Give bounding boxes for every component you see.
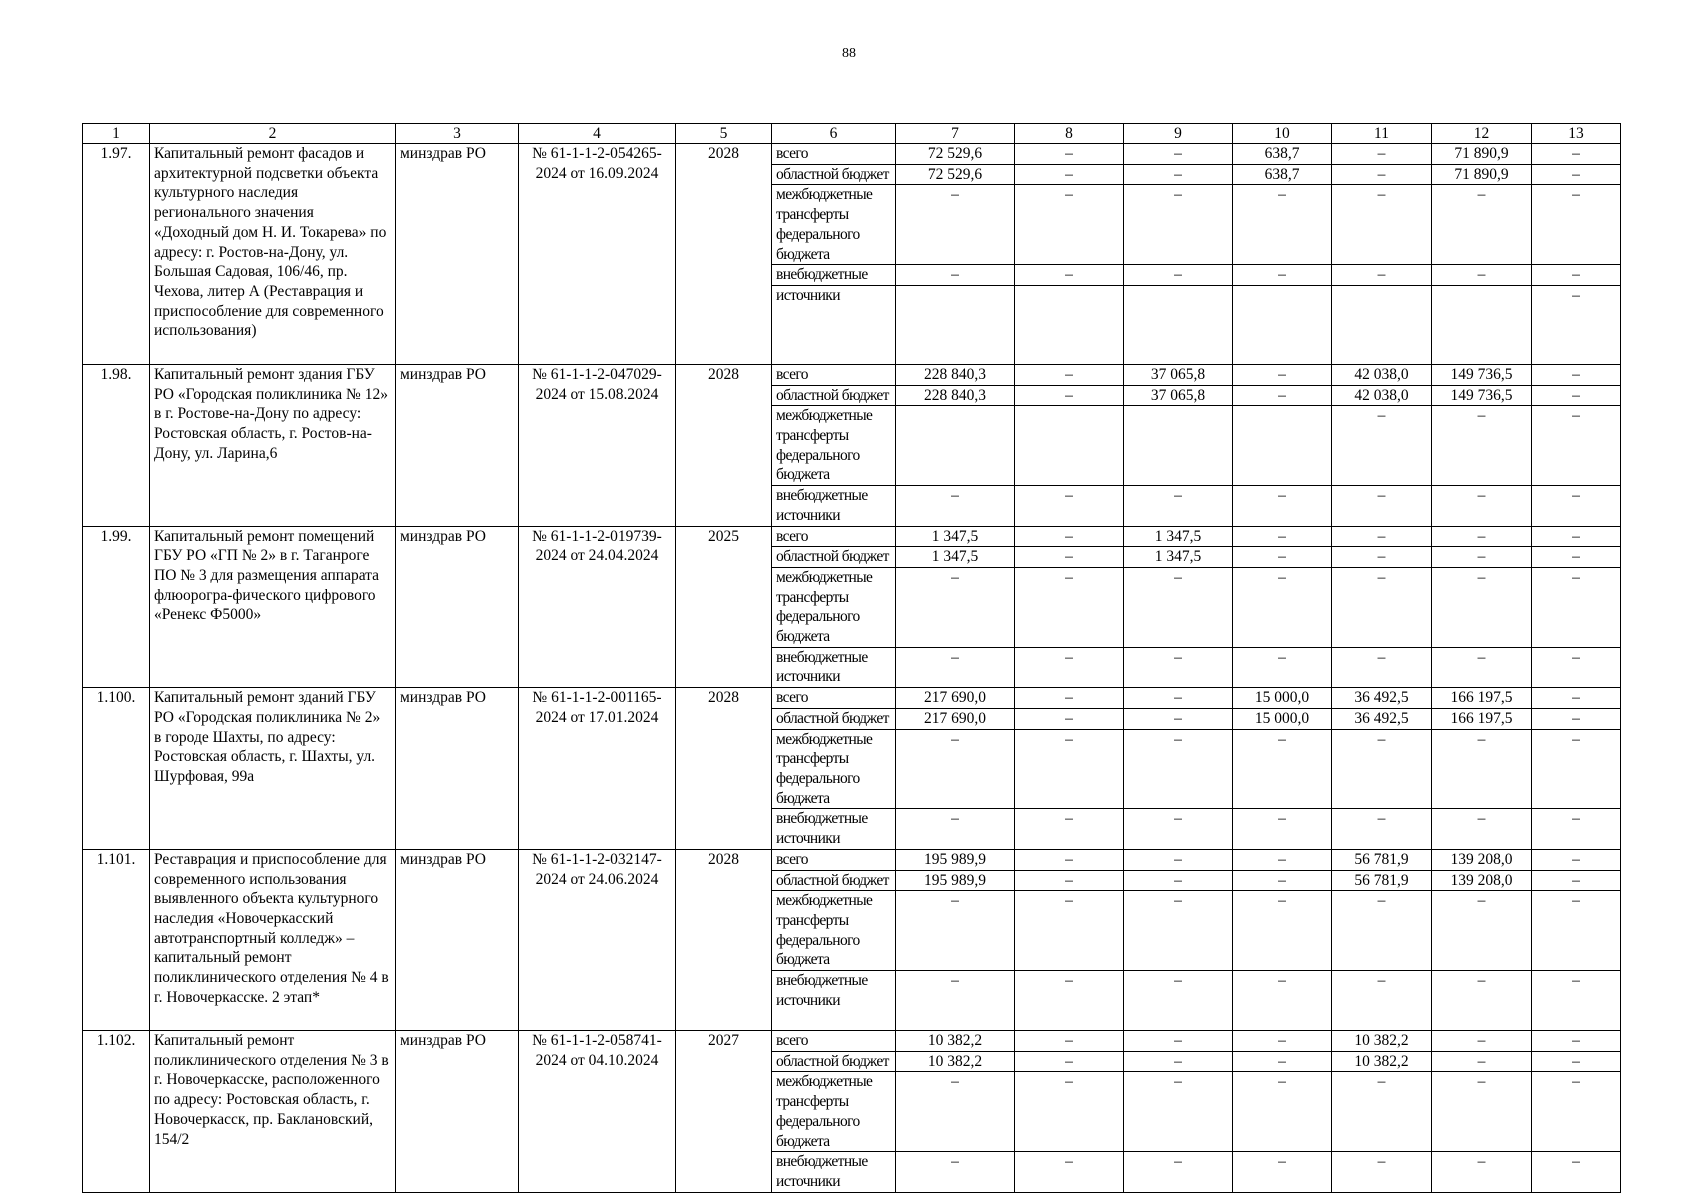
amount-cell: 149 736,5 [1432,385,1532,406]
amount-cell: – [1015,809,1124,849]
funding-source: областной бюджет [772,1051,896,1072]
row-number: 1.102. [83,1031,150,1193]
amount-cell: – [1233,729,1332,809]
amount-cell: – [896,971,1015,1031]
amount-cell: – [1015,971,1124,1031]
responsible-org: минздрав РО [396,144,519,365]
amount-cell: – [1015,1031,1124,1052]
funding-source: межбюджетные трансферты федерального бюджета [772,729,896,809]
amount-cell: – [1532,265,1621,286]
column-header: 7 [896,124,1015,144]
amount-cell: 228 840,3 [896,364,1015,385]
amount-cell: – [896,1152,1015,1192]
amount-cell: – [1532,849,1621,870]
funding-source: внебюджетные источники [772,971,896,1031]
amount-cell: – [1532,364,1621,385]
amount-cell: – [1532,708,1621,729]
amount-cell: 139 208,0 [1432,849,1532,870]
amount-cell: – [896,486,1015,526]
amount-cell: – [1532,647,1621,687]
amount-cell: 36 492,5 [1332,708,1432,729]
amount-cell: 42 038,0 [1332,385,1432,406]
funding-source: межбюджетные трансферты федерального бюджета [772,406,896,486]
amount-cell: – [1233,870,1332,891]
row-number: 1.101. [83,849,150,1030]
column-header: 13 [1532,124,1621,144]
amount-cell: – [1532,406,1621,486]
amount-cell: 42 038,0 [1332,364,1432,385]
amount-cell: 72 529,6 [896,164,1015,185]
amount-cell: 10 382,2 [1332,1031,1432,1052]
completion-year: 2028 [676,849,772,1030]
amount-cell: – [1532,164,1621,185]
funding-source: всего [772,526,896,547]
column-header: 4 [519,124,676,144]
amount-cell: – [1233,567,1332,647]
amount-cell: – [1233,849,1332,870]
amount-cell: – [1124,265,1233,286]
amount-cell: 149 736,5 [1432,364,1532,385]
amount-cell: 37 065,8 [1124,364,1233,385]
funding-source: внебюджетные источники [772,1152,896,1192]
amount-cell: – [1432,526,1532,547]
amount-cell: – [1124,1031,1233,1052]
funding-source: внебюджетные источники [772,809,896,849]
amount-cell: – [1332,971,1432,1031]
amount-cell: – [1432,1051,1532,1072]
row-number: 1.99. [83,526,150,688]
amount-cell: – [1332,567,1432,647]
project-name: Капитальный ремонт поликлинического отделения № 3 в г. Новочеркасске, расположенного по адресу: Ростовская область, г. Новочеркасск, пр. Баклановский, 154/2 [150,1031,396,1193]
funding-source: внебюджетные источники [772,486,896,526]
amount-cell: 638,7 [1233,144,1332,165]
amount-cell: 36 492,5 [1332,688,1432,709]
column-header: 2 [150,124,396,144]
table-row [83,688,1621,709]
row-number: 1.100. [83,688,150,850]
amount-cell: 10 382,2 [896,1051,1015,1072]
amount-cell: – [1332,265,1432,286]
row-number: 1.98. [83,364,150,526]
amount-cell: – [1233,1152,1332,1192]
amount-cell: – [1233,971,1332,1031]
responsible-org: минздрав РО [396,1031,519,1193]
amount-cell: – [1532,1051,1621,1072]
amount-cell: – [1124,486,1233,526]
amount-cell: – [1233,1031,1332,1052]
funding-source: областной бюджет [772,547,896,568]
funding-source: областной бюджет [772,708,896,729]
responsible-org: минздрав РО [396,364,519,526]
amount-cell: – [1124,567,1233,647]
funding-source: всего [772,849,896,870]
amount-cell: – [1015,870,1124,891]
amount-cell: 195 989,9 [896,870,1015,891]
amount-cell: – [1532,185,1621,265]
column-header: 5 [676,124,772,144]
amount-cell: – [1015,547,1124,568]
amount-cell [1015,406,1124,486]
amount-cell [1233,285,1332,364]
amount-cell [1124,406,1233,486]
responsible-org: минздрав РО [396,688,519,850]
amount-cell: – [1015,891,1124,971]
table-row [83,526,1621,547]
amount-cell: – [1124,729,1233,809]
project-name: Реставрация и приспособление для современного использования выявленного объекта культурного наследия «Новочеркасский автотранспортный колледж» – капитальный ремонт поликлинического отделения № 4 в г. Новочеркасске. 2 этап* [150,849,396,1030]
amount-cell: 71 890,9 [1432,144,1532,165]
amount-cell: – [1532,1031,1621,1052]
amount-cell: – [1015,1152,1124,1192]
amount-cell: – [1233,1072,1332,1152]
amount-cell: – [1332,164,1432,185]
amount-cell: – [1332,547,1432,568]
amount-cell: – [1124,144,1233,165]
amount-cell: – [1124,971,1233,1031]
amount-cell: – [1015,647,1124,687]
amount-cell: – [1432,406,1532,486]
amount-cell: – [1124,1152,1233,1192]
amount-cell: – [1233,486,1332,526]
amount-cell: – [1233,891,1332,971]
expertise-doc: № 61-1-1-2-001165-2024 от 17.01.2024 [519,688,676,850]
amount-cell: – [1532,285,1621,364]
amount-cell: 1 347,5 [896,526,1015,547]
amount-cell [1015,285,1124,364]
amount-cell: – [1015,144,1124,165]
amount-cell: 195 989,9 [896,849,1015,870]
amount-cell: – [1332,729,1432,809]
amount-cell: – [1233,185,1332,265]
amount-cell: – [1124,688,1233,709]
amount-cell: – [1015,849,1124,870]
amount-cell: 56 781,9 [1332,870,1432,891]
funding-source: источники [772,285,896,364]
amount-cell: – [1532,870,1621,891]
amount-cell: – [1432,1152,1532,1192]
amount-cell: 166 197,5 [1432,688,1532,709]
amount-cell: – [1432,729,1532,809]
amount-cell: 10 382,2 [1332,1051,1432,1072]
amount-cell: – [1015,708,1124,729]
table-row [83,1031,1621,1052]
funding-source: всего [772,364,896,385]
amount-cell: – [1432,547,1532,568]
amount-cell: – [1432,486,1532,526]
funding-source: внебюджетные источники [772,647,896,687]
column-header: 8 [1015,124,1124,144]
project-name: Капитальный ремонт зданий ГБУ РО «Городская поликлиника № 2» в городе Шахты, по адресу: Ростовская область, г. Шахты, ул. Шурфовая, 99а [150,688,396,850]
funding-source: внебюджетные [772,265,896,286]
amount-cell: – [1532,567,1621,647]
amount-cell: – [1015,567,1124,647]
completion-year: 2028 [676,364,772,526]
budget-table [82,123,1621,1193]
amount-cell: 15 000,0 [1233,708,1332,729]
amount-cell: 228 840,3 [896,385,1015,406]
amount-cell: – [1332,647,1432,687]
amount-cell: – [1432,891,1532,971]
amount-cell: 15 000,0 [1233,688,1332,709]
amount-cell: – [1332,185,1432,265]
amount-cell: 638,7 [1233,164,1332,185]
amount-cell: – [1233,547,1332,568]
amount-cell [896,406,1015,486]
amount-cell: – [1432,971,1532,1031]
column-header: 10 [1233,124,1332,144]
funding-source: всего [772,1031,896,1052]
column-header-row [83,124,1621,144]
amount-cell: – [896,891,1015,971]
amount-cell: – [1532,486,1621,526]
amount-cell [1332,285,1432,364]
funding-source: всего [772,144,896,165]
amount-cell: – [1124,185,1233,265]
expertise-doc: № 61-1-1-2-019739-2024 от 24.04.2024 [519,526,676,688]
table-row [83,849,1621,870]
column-header: 12 [1432,124,1532,144]
amount-cell: 1 347,5 [1124,526,1233,547]
amount-cell: – [1015,185,1124,265]
amount-cell: – [1233,385,1332,406]
expertise-doc: № 61-1-1-2-032147-2024 от 24.06.2024 [519,849,676,1030]
amount-cell: – [1233,809,1332,849]
amount-cell: – [1332,1072,1432,1152]
amount-cell: – [1124,891,1233,971]
amount-cell: – [1124,1072,1233,1152]
amount-cell: – [1432,1072,1532,1152]
amount-cell: – [1432,185,1532,265]
amount-cell: – [1233,364,1332,385]
amount-cell: – [1233,526,1332,547]
amount-cell: – [1015,385,1124,406]
amount-cell: – [1233,1051,1332,1072]
amount-cell [1432,285,1532,364]
completion-year: 2027 [676,1031,772,1193]
amount-cell: – [1015,486,1124,526]
amount-cell: 56 781,9 [1332,849,1432,870]
amount-cell: 10 382,2 [896,1031,1015,1052]
amount-cell: – [1233,265,1332,286]
amount-cell: – [896,265,1015,286]
amount-cell: – [1015,1072,1124,1152]
funding-source: областной бюджет [772,385,896,406]
amount-cell: – [1015,1051,1124,1072]
funding-source: межбюджетные трансферты федерального бюджета [772,891,896,971]
amount-cell: – [896,567,1015,647]
funding-source: областной бюджет [772,164,896,185]
amount-cell: – [1124,164,1233,185]
amount-cell: – [1532,144,1621,165]
amount-cell: – [1015,688,1124,709]
amount-cell: – [1532,971,1621,1031]
amount-cell: – [1532,688,1621,709]
amount-cell [1233,406,1332,486]
amount-cell: 72 529,6 [896,144,1015,165]
amount-cell: – [1124,708,1233,729]
amount-cell [1124,285,1233,364]
amount-cell: – [1332,809,1432,849]
completion-year: 2025 [676,526,772,688]
amount-cell: – [1532,891,1621,971]
amount-cell: – [1432,809,1532,849]
amount-cell: – [896,647,1015,687]
expertise-doc: № 61-1-1-2-054265-2024 от 16.09.2024 [519,144,676,365]
amount-cell: – [896,729,1015,809]
amount-cell: 139 208,0 [1432,870,1532,891]
completion-year: 2028 [676,688,772,850]
amount-cell: – [896,185,1015,265]
amount-cell: – [1124,809,1233,849]
amount-cell: 166 197,5 [1432,708,1532,729]
column-header: 9 [1124,124,1233,144]
expertise-doc: № 61-1-1-2-058741-2024 от 04.10.2024 [519,1031,676,1193]
amount-cell: – [1124,647,1233,687]
amount-cell: – [1432,647,1532,687]
amount-cell: – [1124,1051,1233,1072]
funding-source: всего [772,688,896,709]
amount-cell: – [1332,486,1432,526]
amount-cell: – [1532,526,1621,547]
amount-cell: – [896,809,1015,849]
amount-cell: – [896,1072,1015,1152]
amount-cell: – [1532,1072,1621,1152]
amount-cell: – [1015,265,1124,286]
column-header: 3 [396,124,519,144]
funding-source: межбюджетные трансферты федерального бюджета [772,1072,896,1152]
column-header: 1 [83,124,150,144]
amount-cell: – [1332,406,1432,486]
amount-cell: – [1015,526,1124,547]
amount-cell: – [1332,891,1432,971]
column-header: 6 [772,124,896,144]
table-row [83,144,1621,165]
amount-cell: – [1015,729,1124,809]
funding-source: межбюджетные трансферты федерального бюджета [772,567,896,647]
project-name: Капитальный ремонт помещений ГБУ РО «ГП № 2» в г. Таганроге ПО № 3 для размещения аппарата флюорогра-фического цифрового «Ренекс Ф5000» [150,526,396,688]
amount-cell: – [1432,265,1532,286]
completion-year: 2028 [676,144,772,365]
amount-cell: – [1124,870,1233,891]
amount-cell: – [1233,647,1332,687]
amount-cell: 1 347,5 [896,547,1015,568]
amount-cell: – [1124,849,1233,870]
amount-cell: 1 347,5 [1124,547,1233,568]
amount-cell: – [1532,385,1621,406]
amount-cell: – [1432,567,1532,647]
amount-cell: 217 690,0 [896,708,1015,729]
amount-cell: – [1432,1031,1532,1052]
funding-source: межбюджетные трансферты федерального бюджета [772,185,896,265]
project-name: Капитальный ремонт здания ГБУ РО «Городская поликлиника № 12» в г. Ростове-на-Дону по адресу: Ростовская область, г. Ростов-на-Дону, ул. Ларина,6 [150,364,396,526]
table-row [83,364,1621,385]
responsible-org: минздрав РО [396,849,519,1030]
responsible-org: минздрав РО [396,526,519,688]
amount-cell: 37 065,8 [1124,385,1233,406]
amount-cell: – [1532,729,1621,809]
amount-cell: – [1332,1152,1432,1192]
amount-cell: 217 690,0 [896,688,1015,709]
amount-cell: – [1532,1152,1621,1192]
amount-cell: – [1332,144,1432,165]
funding-source: областной бюджет [772,870,896,891]
amount-cell: – [1532,809,1621,849]
amount-cell: – [1015,364,1124,385]
amount-cell: – [1015,164,1124,185]
row-number: 1.97. [83,144,150,365]
expertise-doc: № 61-1-1-2-047029-2024 от 15.08.2024 [519,364,676,526]
project-name: Капитальный ремонт фасадов и архитектурной подсветки объекта культурного наследия регионального значения «Доходный дом Н. И. Токарева» по адресу: г. Ростов-на-Дону, ул. Большая Садовая, 106/46, пр. Чехова, литер А (Реставрация и приспособление для современного использования) [150,144,396,365]
amount-cell: 71 890,9 [1432,164,1532,185]
amount-cell: – [1332,526,1432,547]
column-header: 11 [1332,124,1432,144]
amount-cell [896,285,1015,364]
page-number: 88 [842,46,856,61]
amount-cell: – [1532,547,1621,568]
